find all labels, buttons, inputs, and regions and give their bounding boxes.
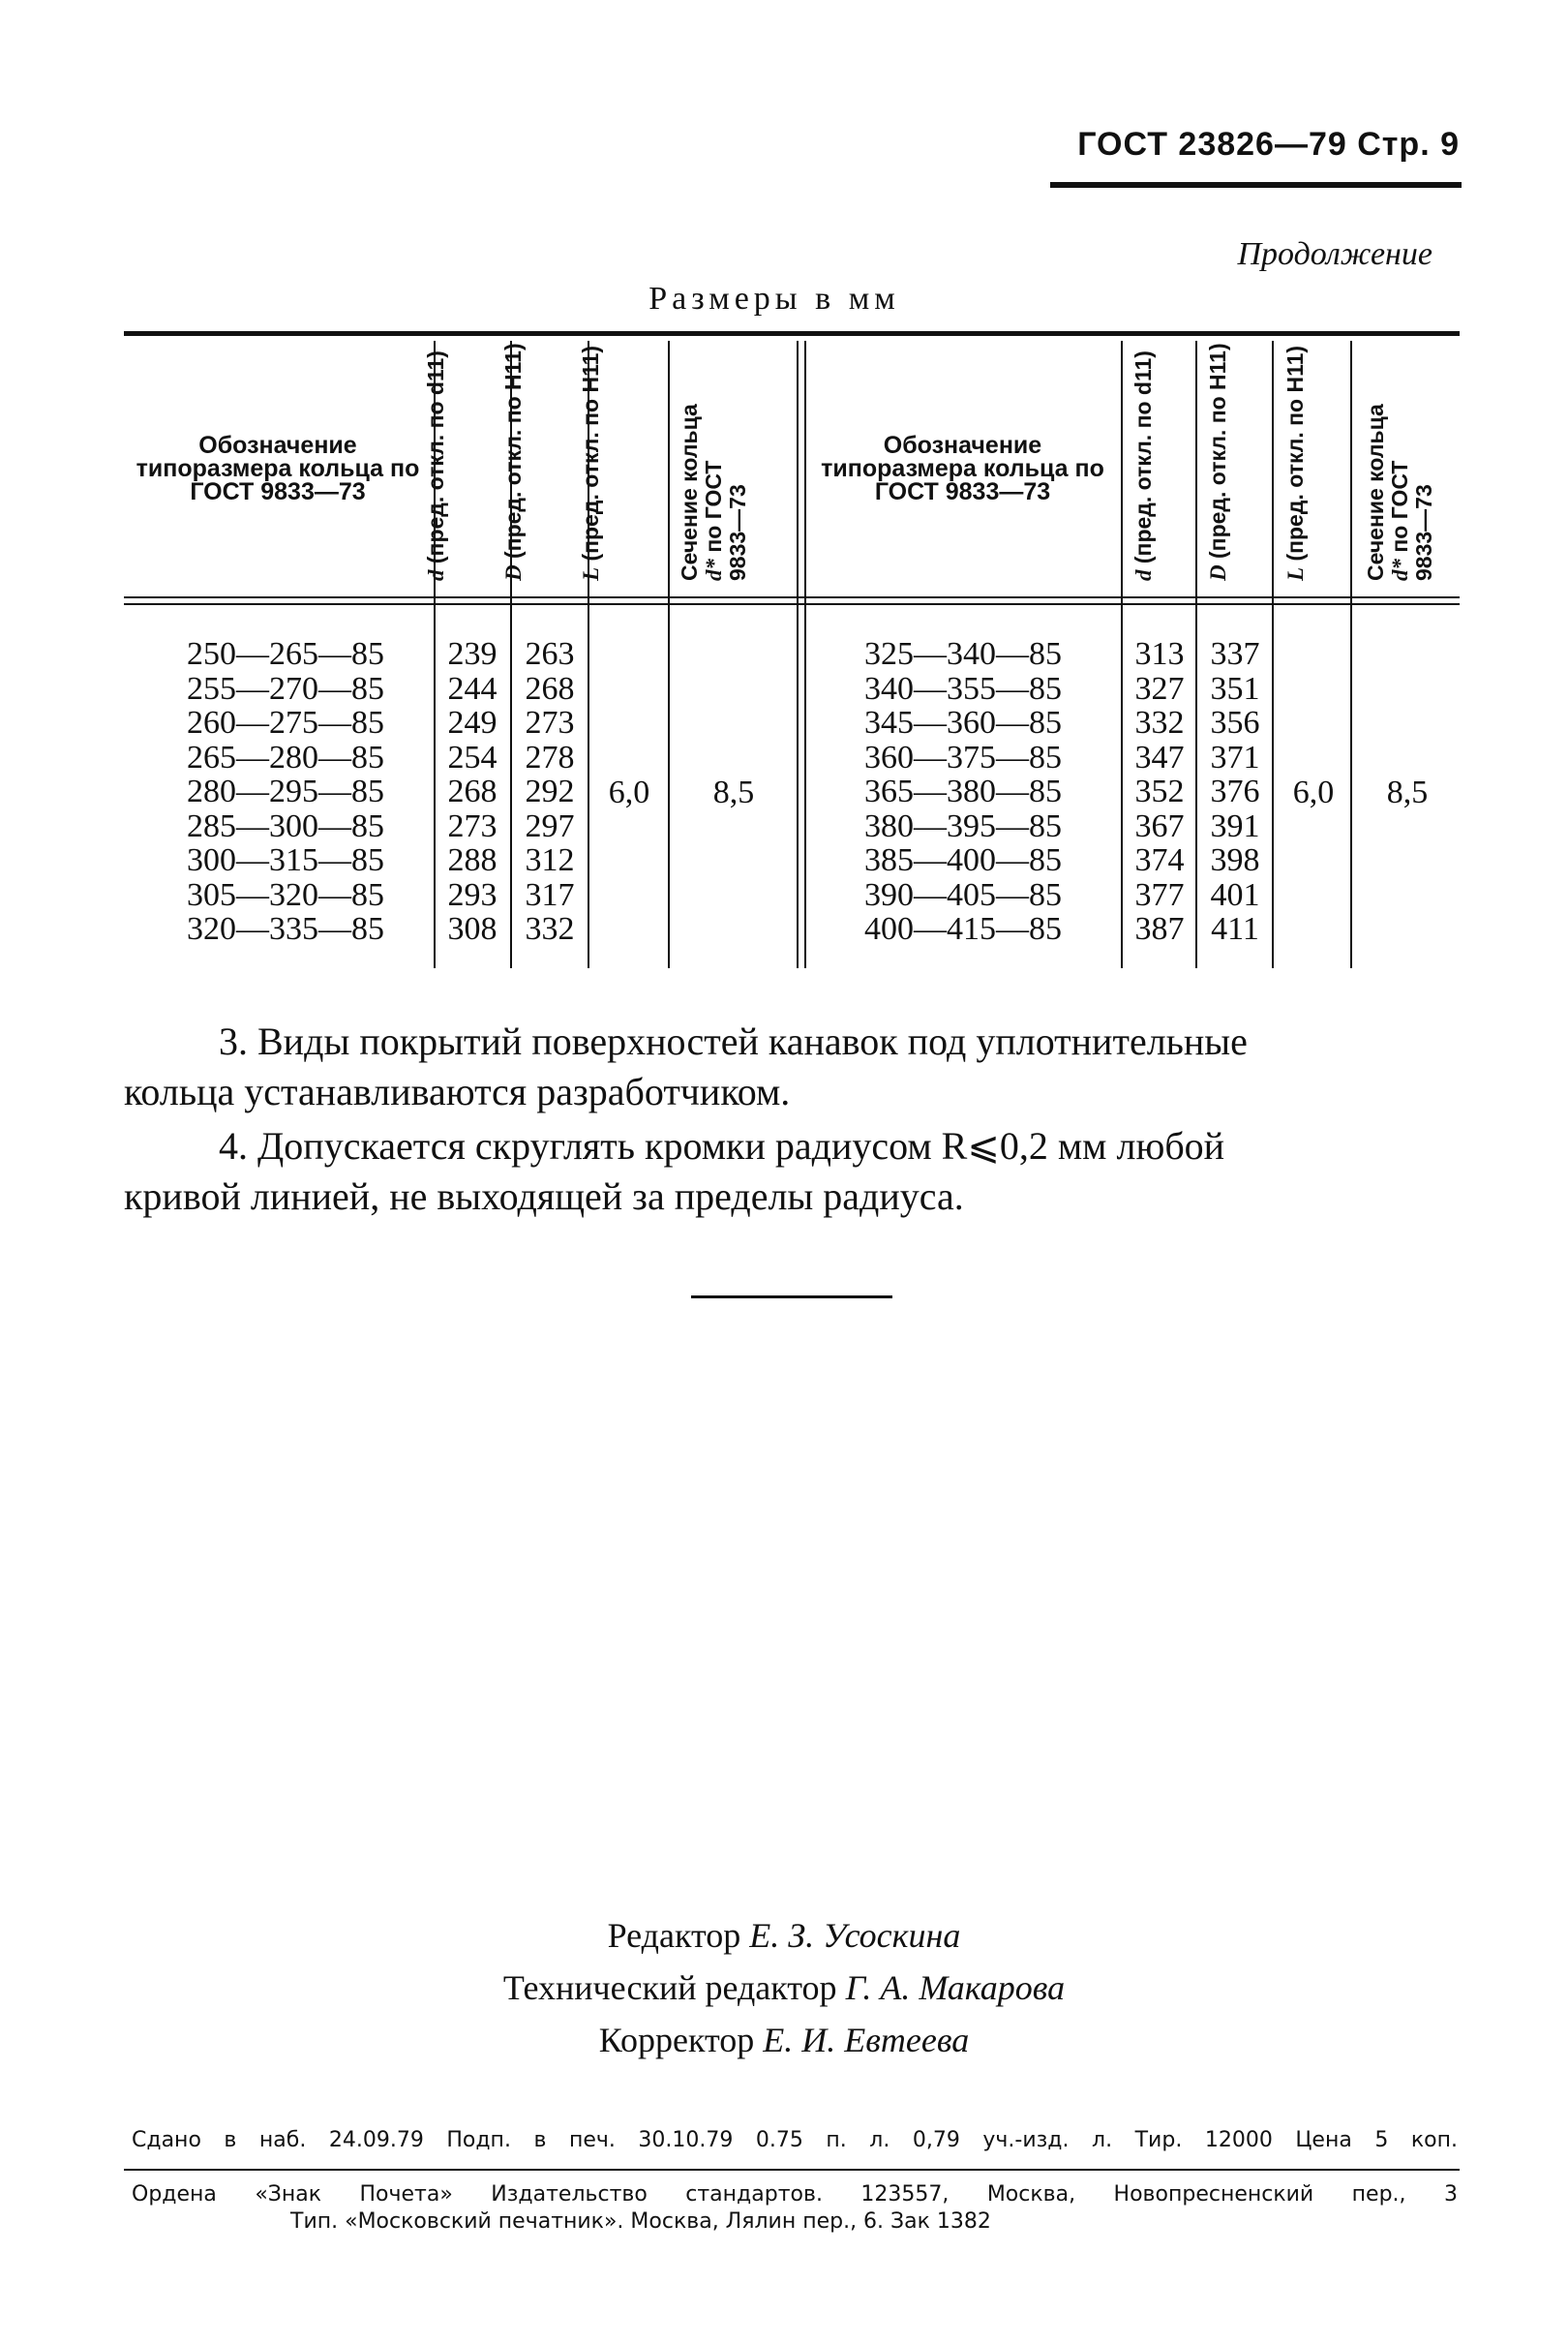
header-D-left <box>500 343 526 581</box>
d-column-left <box>437 637 507 947</box>
designation-cell: 325—340—85 <box>864 636 1062 672</box>
L-symbol: L <box>579 566 603 581</box>
credits-block <box>387 1909 1181 2066</box>
tech-editor-name: Г. А. Макарова <box>845 1968 1066 2007</box>
imprint-line-2: Ордена «Знак Почета» Издательство стандартов. 123557, Москва, Новопресненский пер., 3 <box>132 2182 1458 2207</box>
d-cell: 352 <box>1134 774 1185 809</box>
d-cell: 313 <box>1134 636 1185 672</box>
imprint-line-1: Сдано в наб. 24.09.79 Подп. в печ. 30.10.79 0.75 п. л. 0,79 уч.-изд. л. Тир. 12000 Цена 5 коп. <box>132 2128 1458 2152</box>
header-section-right <box>1364 349 1436 581</box>
D-cell: 297 <box>525 807 575 844</box>
d-cell: 332 <box>1134 705 1185 741</box>
table-header-rule <box>124 596 1460 598</box>
header-d-text: (пред. откл. по d11) <box>1131 350 1156 570</box>
d-cell: 387 <box>1134 911 1185 947</box>
designation-cell: 305—320—85 <box>187 876 384 913</box>
d-cell: 374 <box>1134 842 1185 878</box>
designation-cell: 250—265—85 <box>187 636 384 672</box>
header-L-text: (пред. откл. по H11) <box>1282 345 1308 567</box>
paragraph-3-line-1: 3. Виды покрытий поверхностей канавок под уплотнительные <box>219 1020 1248 1063</box>
designation-cell: 260—275—85 <box>187 705 384 741</box>
designation-cell: 300—315—85 <box>187 842 384 878</box>
D-cell: 398 <box>1210 842 1260 878</box>
imprint-line-3: Тип. «Московский печатник». Москва, Лялин пер., 6. Зак 1382 <box>290 2209 991 2234</box>
D-cell: 351 <box>1210 670 1260 707</box>
d-cell: 239 <box>447 636 498 672</box>
D-cell: 268 <box>525 670 575 707</box>
D-cell: 278 <box>525 739 575 776</box>
editor-name: Е. З. Усоскина <box>749 1916 961 1955</box>
L-value-left: 6,0 <box>608 775 650 810</box>
d-symbol: d <box>1131 569 1156 581</box>
d-cell: 377 <box>1134 876 1185 913</box>
D-cell: 391 <box>1210 807 1260 844</box>
editor-role: Редактор <box>607 1916 741 1955</box>
designation-cell: 255—270—85 <box>187 670 384 707</box>
D-cell: 356 <box>1210 705 1260 741</box>
paragraph-3-line-2: кольца устанавливаются разработчиком. <box>124 1070 791 1113</box>
header-D-text: (пред. откл. по H11) <box>1205 343 1230 565</box>
section-divider <box>691 1295 892 1298</box>
designation-cell: 360—375—85 <box>864 739 1062 776</box>
D-cell: 317 <box>525 876 575 913</box>
header-rule <box>1050 182 1462 188</box>
designation-cell: 280—295—85 <box>187 774 384 809</box>
paragraph-4-line-1: 4. Допускается скруглять кромки радиусом R⩽0,2 мм любой <box>219 1124 1225 1168</box>
D-cell: 312 <box>525 842 575 878</box>
header-D-text: (пред. откл. по H11) <box>500 343 526 565</box>
column-divider <box>1272 341 1274 968</box>
d-cell: 273 <box>447 807 498 844</box>
L-symbol: L <box>1283 566 1308 581</box>
D-cell: 273 <box>525 705 575 741</box>
header-section-line2-text: по ГОСТ <box>701 460 726 559</box>
header-section-line2 <box>1388 349 1412 581</box>
designation-column-right <box>813 637 1113 947</box>
corrector-role: Корректор <box>598 2021 755 2059</box>
designation-cell: 390—405—85 <box>864 876 1062 913</box>
D-cell: 401 <box>1210 876 1260 913</box>
D-cell: 411 <box>1211 911 1259 947</box>
header-D-right <box>1205 343 1230 581</box>
header-d-right <box>1131 349 1156 581</box>
d-cell: 244 <box>447 670 498 707</box>
page-header-title: ГОСТ 23826—79 Стр. 9 <box>1077 126 1460 163</box>
d-cell: 268 <box>447 774 498 809</box>
header-L-text: (пред. откл. по H11) <box>578 345 603 567</box>
header-designation-right: Обозначение типоразмера кольца по ГОСТ 9833—73 <box>821 432 1104 505</box>
imprint-rule <box>124 2169 1460 2171</box>
header-section-line1: Сечение кольца <box>677 404 702 581</box>
d-symbol: d <box>424 569 448 581</box>
D-column-right <box>1199 637 1271 947</box>
section-value-left: 8,5 <box>712 775 755 810</box>
D-cell: 292 <box>525 774 575 809</box>
d-cell: 249 <box>447 705 498 741</box>
designation-cell: 285—300—85 <box>187 807 384 844</box>
D-symbol: D <box>1206 564 1230 581</box>
d-cell: 308 <box>447 911 498 947</box>
tech-editor-role: Технический редактор <box>502 1968 837 2007</box>
column-divider <box>1195 341 1197 968</box>
D-cell: 332 <box>525 911 575 947</box>
D-column-left <box>514 637 586 947</box>
D-cell: 376 <box>1210 774 1260 809</box>
designation-cell: 385—400—85 <box>864 842 1062 878</box>
section-value-right: 8,5 <box>1386 775 1429 810</box>
d-column-right <box>1125 637 1194 947</box>
d-cell: 367 <box>1134 807 1185 844</box>
d-cell: 254 <box>447 739 498 776</box>
header-L-right <box>1282 345 1308 581</box>
designation-cell: 400—415—85 <box>864 911 1062 947</box>
L-value-right: 6,0 <box>1292 775 1335 810</box>
column-divider <box>668 341 670 968</box>
corrector-line <box>387 2014 1181 2066</box>
units-label: Размеры в мм <box>648 281 900 317</box>
D-cell: 371 <box>1210 739 1260 776</box>
header-d-text: (пред. откл. по d11) <box>423 350 448 570</box>
designation-cell: 365—380—85 <box>864 774 1062 809</box>
section-symbol: d* <box>1388 559 1412 581</box>
header-section-line2-text: по ГОСТ <box>1387 460 1412 559</box>
header-designation-left: Обозначение типоразмера кольца по ГОСТ 9833—73 <box>136 432 420 505</box>
editor-line <box>387 1909 1181 1962</box>
D-symbol: D <box>501 564 526 581</box>
d-cell: 288 <box>447 842 498 878</box>
D-cell: 263 <box>525 636 575 672</box>
table-center-divider <box>797 341 806 968</box>
column-divider <box>1121 341 1123 968</box>
D-cell: 337 <box>1210 636 1260 672</box>
section-symbol: d* <box>702 559 726 581</box>
paragraph-4-line-2: кривой линией, не выходящей за пределы радиуса. <box>124 1174 964 1218</box>
tech-editor-line <box>387 1962 1181 2014</box>
header-section-line2 <box>702 349 726 581</box>
designation-column-left <box>145 637 426 947</box>
table-top-rule <box>124 331 1460 336</box>
header-L-left <box>578 345 603 581</box>
column-divider <box>1350 341 1352 968</box>
header-section-line1: Сечение кольца <box>1363 404 1388 581</box>
designation-cell: 340—355—85 <box>864 670 1062 707</box>
header-section-line3: 9833—73 <box>1411 484 1436 581</box>
table-header-rule-2 <box>124 603 1460 605</box>
header-section-line3: 9833—73 <box>725 484 750 581</box>
designation-cell: 265—280—85 <box>187 739 384 776</box>
d-cell: 327 <box>1134 670 1185 707</box>
continuation-label: Продолжение <box>1237 236 1432 272</box>
d-cell: 347 <box>1134 739 1185 776</box>
designation-cell: 345—360—85 <box>864 705 1062 741</box>
corrector-name: Е. И. Евтеева <box>763 2021 970 2059</box>
designation-cell: 380—395—85 <box>864 807 1062 844</box>
d-cell: 293 <box>447 876 498 913</box>
header-section-left <box>678 349 750 581</box>
header-d-left <box>424 349 448 581</box>
designation-cell: 320—335—85 <box>187 911 384 947</box>
